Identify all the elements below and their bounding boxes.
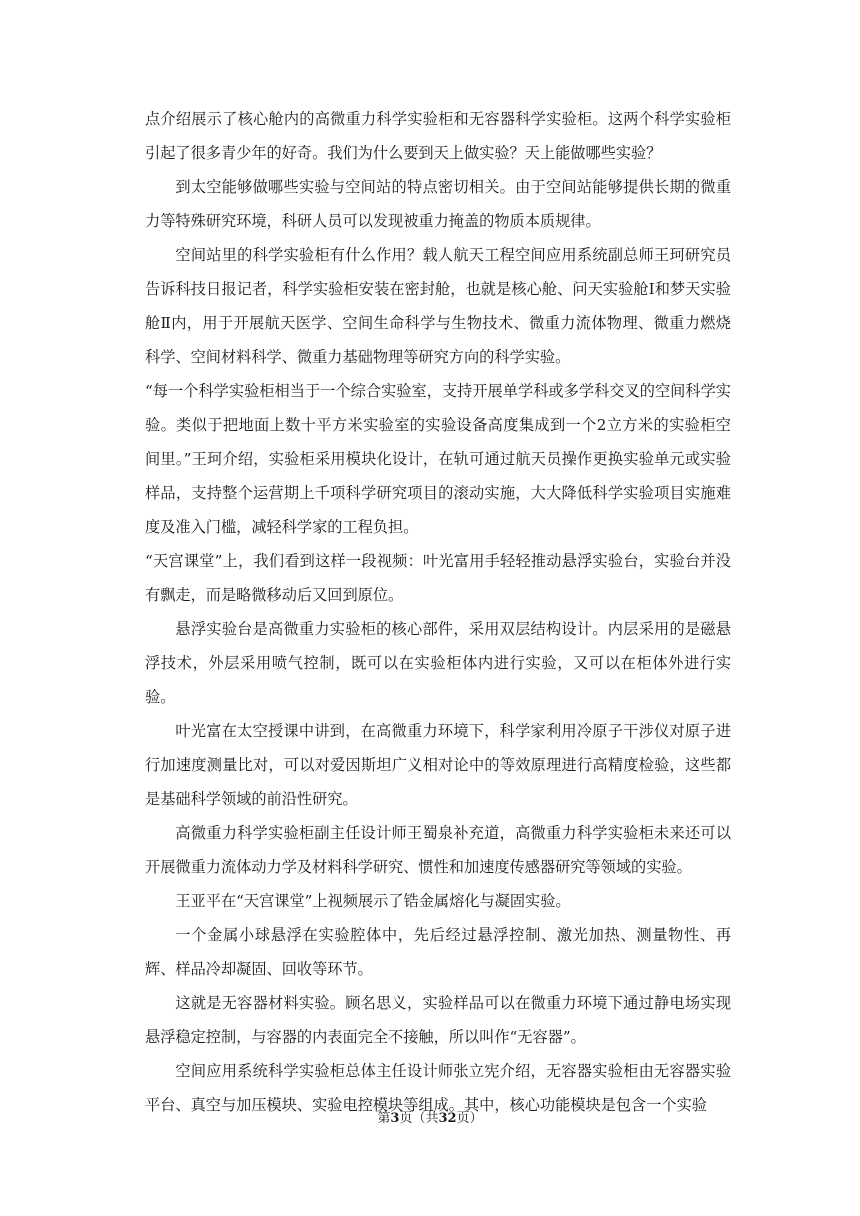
footer-suffix: 页） [456, 1111, 483, 1126]
paragraph-7: 叶光富在太空授课中讲到，在高微重力环境下，科学家利用冷原子干涉仪对原子进行加速度测量比对，可以对爱因斯坦广义相对论中的等效原理进行高精度检验，这些都是基础科学领域的前沿性研究。 [145, 722, 731, 808]
paragraph-5: “天宫课堂”上，我们看到这样一段视频：叶光富用手轻轻推动悬浮实验台，实验台并没有飘走，而是略微移动后又回到原位。 [145, 552, 731, 604]
footer-page-number: 3 [390, 1111, 400, 1126]
paragraph-3: 空间站里的科学实验柜有什么作用？载人航天工程空间应用系统副总师王珂研究员告诉科技日报记者，科学实验柜安装在密封舱，也就是核心舱、问天实验舱Ⅰ和梦天实验舱Ⅱ内，用于开展航天医学、空间生命科学与生物技术、微重力流体物理、微重力燃烧科学、空间材料科学、微重力基础物理等研究方向的科学实验。 [145, 246, 731, 366]
footer-prefix: 第 [377, 1111, 391, 1126]
paragraph-8: 高微重力科学实验柜副主任设计师王蜀泉补充道，高微重力科学实验柜未来还可以开展微重力流体动力学及材料科学研究、惯性和加速度传感器研究等领域的实验。 [145, 824, 731, 876]
paragraph-6: 悬浮实验台是高微重力实验柜的核心部件，采用双层结构设计。内层采用的是磁悬浮技术，外层采用喷气控制，既可以在实验柜体内进行实验，又可以在柜体外进行实验。 [145, 620, 731, 706]
body-text [145, 102, 731, 1122]
page-footer [0, 1110, 860, 1128]
footer-total-pages: 32 [438, 1111, 457, 1126]
paragraph-12: 空间应用系统科学实验柜总体主任设计师张立宪介绍，无容器实验柜由无容器实验平台、真空与加压模块、实验电控模块等组成。其中，核心功能模块是包含一个实验 [145, 1062, 731, 1114]
paragraph-9: 王亚平在“天宫课堂”上视频展示了锆金属熔化与凝固实验。 [175, 892, 571, 910]
paragraph-1: 点介绍展示了核心舱内的高微重力科学实验柜和无容器科学实验柜。这两个科学实验柜引起了很多青少年的好奇。我们为什么要到天上做实验？天上能做哪些实验？ [145, 110, 731, 162]
footer-middle: 页（共 [399, 1111, 439, 1126]
paragraph-11: 这就是无容器材料实验。顾名思义，实验样品可以在微重力环境下通过静电场实现悬浮稳定控制，与容器的内表面完全不接触，所以叫作“无容器”。 [145, 994, 731, 1046]
paragraph-4: “每一个科学实验柜相当于一个综合实验室，支持开展单学科或多学科交叉的空间科学实验。类似于把地面上数十平方米实验室的实验设备高度集成到一个2立方米的实验柜空间里。”王珂介绍，实验柜采用模块化设计，在轨可通过航天员操作更换实验单元或实验样品，支持整个运营期上千项科学研究项目的滚动实施，大大降低科学实验项目实施难度及准入门槛，减轻科学家的工程负担。 [145, 382, 731, 536]
paragraph-10: 一个金属小球悬浮在实验腔体中，先后经过悬浮控制、激光加热、测量物性、再辉、样品冷却凝固、回收等环节。 [145, 926, 731, 978]
paragraph-2: 到太空能够做哪些实验与空间站的特点密切相关。由于空间站能够提供长期的微重力等特殊研究环境，科研人员可以发现被重力掩盖的物质本质规律。 [145, 178, 731, 230]
